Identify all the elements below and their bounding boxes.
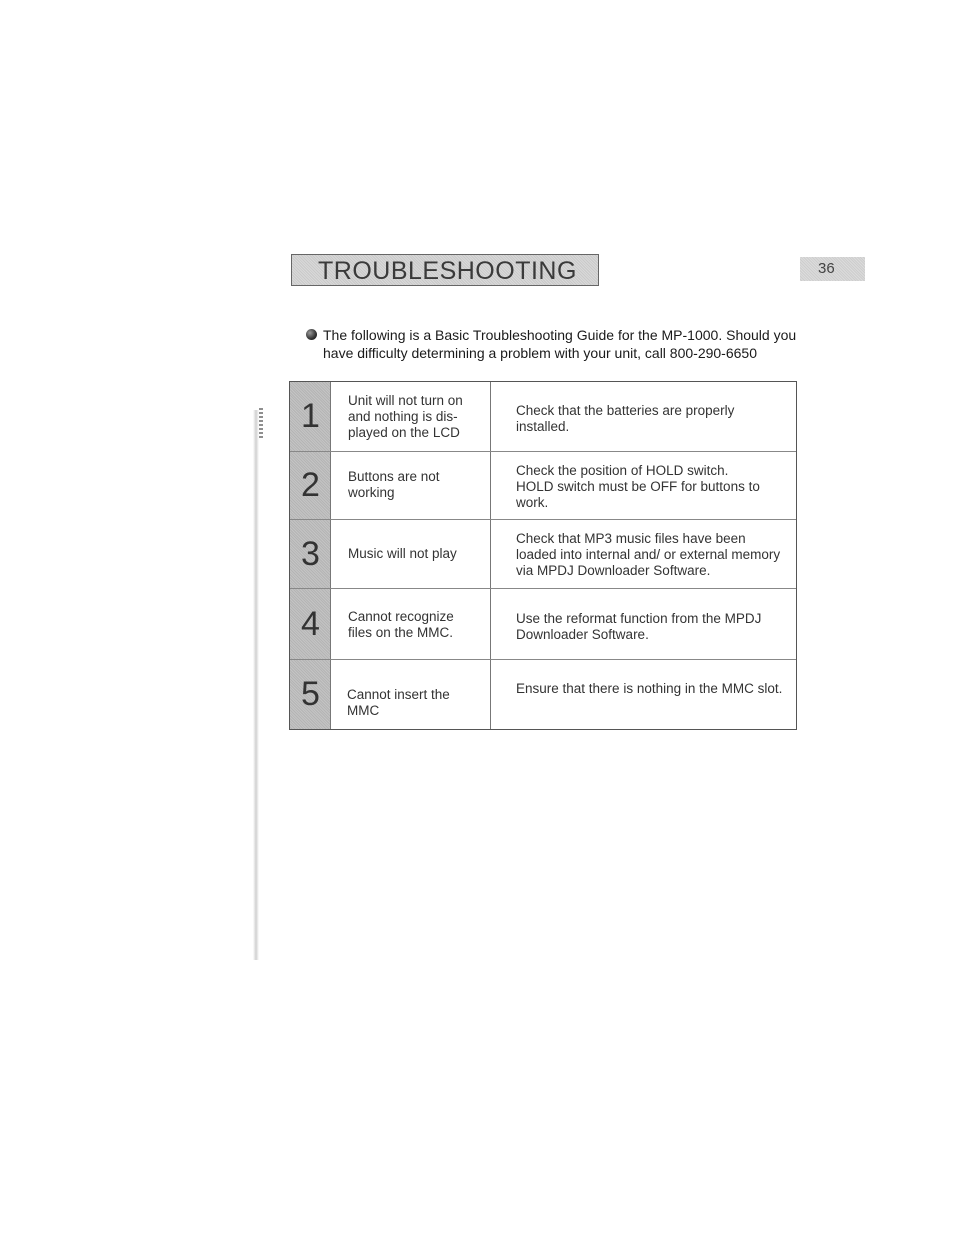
row-number: 5 bbox=[301, 675, 320, 713]
row-number-cell bbox=[290, 660, 331, 729]
solution-text: Use the reformat function from the MPDJ Downloader Software. bbox=[516, 611, 762, 642]
section-title: TROUBLESHOOTING bbox=[318, 257, 577, 285]
row-number-cell bbox=[290, 382, 331, 451]
scan-edge-shadow bbox=[253, 410, 259, 960]
bullet-icon bbox=[306, 329, 317, 340]
table-row bbox=[290, 660, 796, 729]
table-row bbox=[290, 452, 796, 520]
solution-text: Ensure that there is nothing in the MMC slot. bbox=[516, 681, 783, 696]
table-row bbox=[290, 589, 796, 660]
section-header bbox=[291, 254, 599, 286]
table-row bbox=[290, 382, 796, 452]
table-row bbox=[290, 520, 796, 589]
row-number: 2 bbox=[301, 466, 320, 504]
problem-text: Cannot insert the MMC bbox=[347, 687, 450, 718]
problem-text: Buttons are not working bbox=[348, 469, 440, 500]
row-number: 1 bbox=[301, 397, 320, 435]
intro-paragraph bbox=[306, 326, 806, 362]
row-number: 3 bbox=[301, 535, 320, 573]
problem-text: Unit will not turn on and nothing is dis-played on the LCD bbox=[348, 393, 463, 440]
solution-text: Check that MP3 music files have been loaded into internal and/ or external memory via MPDJ Downloader Software. bbox=[516, 531, 781, 578]
intro-text: The following is a Basic Troubleshooting Guide for the MP-1000. Should you have difficulty determining a problem with your unit, call 800-290-6650 bbox=[323, 327, 797, 361]
problem-text: Cannot recognize files on the MMC. bbox=[348, 609, 454, 640]
problem-text: Music will not play bbox=[348, 546, 457, 561]
page-number: 36 bbox=[818, 260, 835, 277]
troubleshooting-table bbox=[289, 381, 797, 730]
page-number-badge bbox=[800, 257, 865, 281]
solution-text: Check the position of HOLD switch. HOLD switch must be OFF for buttons to work. bbox=[516, 463, 760, 510]
row-number-cell bbox=[290, 452, 331, 519]
row-number-cell bbox=[290, 589, 331, 659]
solution-text: Check that the batteries are properly installed. bbox=[516, 403, 735, 434]
row-number-cell bbox=[290, 520, 331, 588]
scan-mark bbox=[259, 408, 263, 438]
row-number: 4 bbox=[301, 605, 320, 643]
